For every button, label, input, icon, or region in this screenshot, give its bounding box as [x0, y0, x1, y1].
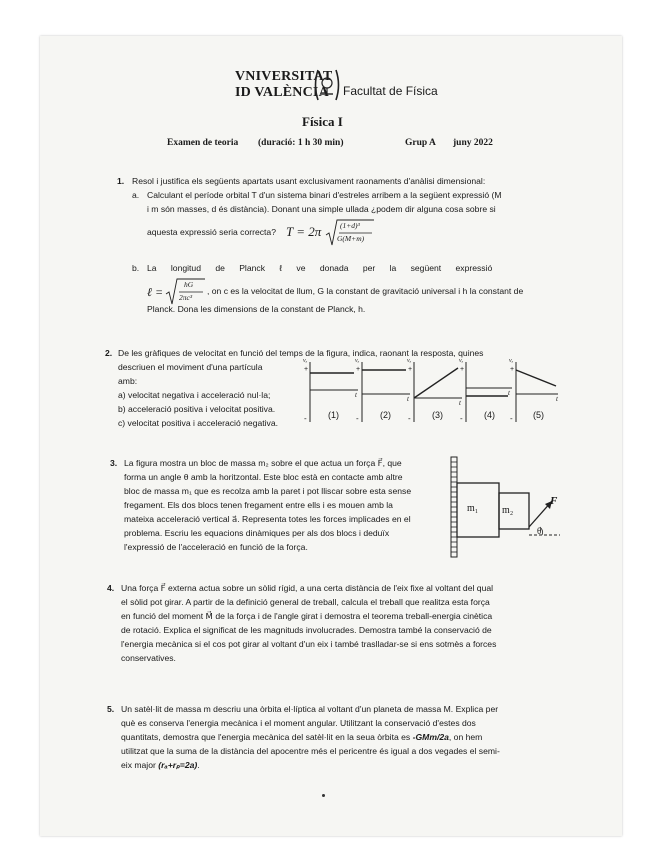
q1b-formula-numerator: hG	[184, 280, 194, 289]
block-m2-label: m₂	[502, 505, 514, 516]
q4-line4: de rotació. Explica el significat de les magnituds involucrades. Demostra també la conservació de	[121, 625, 492, 635]
q5-line4: utilitzat que la suma de la distància del apocentre més el pericentre és igual a dos vegades el semi-	[121, 746, 500, 756]
q5-energy-formula: -GMm/2a	[412, 732, 449, 742]
graph-4-minus: -	[460, 414, 463, 423]
q3-line7: l'expressió de l'acceleració en funció de la força.	[124, 542, 308, 552]
graph-3-minus: -	[408, 414, 411, 423]
velocity-graphs	[300, 356, 560, 430]
graph-5-curve	[516, 370, 556, 386]
q2-line2: descriuen el moviment d'una partícula	[118, 362, 263, 372]
q1a-formula-numerator: (1+d)³	[340, 221, 360, 230]
q5-line1: Un satèl·lit de massa m descriu una òrbita el·líptica al voltant d'un planeta de massa M. Explica per	[121, 704, 499, 714]
q5-line3	[121, 731, 482, 745]
graph-3-axis-v: vₓ	[407, 358, 412, 364]
graph-3-label: (3)	[432, 410, 443, 420]
force-label: F⃗	[550, 495, 566, 507]
graph-4-axis-t: t	[508, 389, 510, 397]
q1a-formula-denominator: G(M+m)	[337, 234, 365, 243]
exam-type: Examen de teoria	[167, 138, 239, 148]
university-seal-icon	[312, 68, 342, 102]
q3-line3: bloc de massa m₁ que es recolza amb la paret i pot lliscar sobre esta sense	[124, 486, 412, 496]
q1a-label: a.	[132, 190, 140, 200]
q1-number: 1.	[117, 176, 125, 186]
q1a-line3: aquesta expressió seria correcta?	[147, 227, 276, 237]
graph-5-axis-v: vₓ	[509, 358, 514, 364]
graph-1-minus: -	[304, 414, 307, 423]
q3-line4: fregament. Els dos blocs tenen fregament entre ells i es mouen amb la	[124, 500, 393, 510]
faculty-name	[343, 84, 438, 98]
q2-number: 2.	[105, 348, 113, 358]
graph-2-axis-v: vₓ	[355, 358, 360, 364]
q4-number: 4.	[107, 583, 115, 593]
faculty-name-text: Facultat de Física	[343, 84, 438, 98]
graph-5-plus: +	[510, 366, 515, 373]
graph-4-label: (4)	[484, 410, 495, 420]
q1b-line2: , on c es la velocitat de llum, G la constant de gravitació universal i h la constant de	[207, 286, 524, 296]
q2-option-c: c) velocitat positiva i acceleració negativa.	[118, 418, 279, 428]
q4-line1: Una força F⃗ externa actua sobre un sòlid rígid, a una certa distància de l'eix fixe al voltant del qual	[121, 583, 494, 593]
graph-4-axis-v: vₓ	[459, 358, 464, 364]
q1a-formula-lhs: T = 2π	[286, 224, 322, 239]
graph-3-axis-t: t	[459, 399, 461, 407]
q5-line5	[121, 759, 200, 773]
q2-line1: De les gràfiques de velocitat en funció del temps de la figura, indica, raonant la resposta, quines	[118, 348, 484, 358]
q5-line5-text: eix major	[121, 760, 159, 770]
graph-5-label: (5)	[533, 410, 544, 420]
q5-number: 5.	[107, 704, 115, 714]
q3-line2: forma un angle θ amb la horitzontal. Este bloc està en contacte amb altre	[124, 472, 403, 482]
q5-line3-text: quantitats, demostra que l'energia mecànica del satèl·lit en la seua òrbita es	[121, 732, 413, 742]
q3-line5: mateixa acceleració vertical a⃗. Representa totes les forces implicades en el	[124, 514, 411, 524]
q4-line3: en funció del moment M⃗ de la força i de l'angle girat i demostra el teorema treball-energia cinètica	[121, 611, 493, 621]
q2-option-b: b) acceleració positiva i velocitat positiva.	[118, 404, 276, 414]
q1b-formula-denominator: 2πc³	[179, 293, 193, 302]
exam-duration: (duració: 1 h 30 min)	[258, 138, 344, 148]
graph-5-axis-t: t	[556, 395, 558, 403]
q5-line2: què es conserva l'energia mecànica i el moment angular. Utilitzant la conservació d'estes dos	[121, 718, 476, 728]
q1a-line1: Calculant el període orbital T d'un sistema binari d'estreles arribem a la següent expressió (M	[147, 190, 502, 200]
exam-group: Grup A	[405, 138, 436, 148]
q1b-line1: La longitud de Planck ℓ ve donada per la següent expressió	[147, 263, 493, 273]
course-title: Física I	[302, 114, 343, 129]
graph-3-curve	[414, 368, 458, 398]
graph-2-axis-t: t	[407, 395, 409, 403]
q1a-line2: i m són masses, d és distància). Donant una simple ullada ¿podem dir alguna cosa sobre si	[147, 204, 496, 214]
q4-line2: el sòlid pot girar. A partir de la definició general de treball, calcula el treball que realitza esta força	[121, 597, 490, 607]
graph-4-plus: +	[460, 366, 465, 373]
q5-axis-formula: (rₐ+rₚ=2a)	[158, 760, 198, 770]
page-dot	[322, 794, 325, 797]
q1-intro: Resol i justifica els següents apartats usant exclusivament raonaments d'anàlisi dimensional:	[132, 176, 486, 186]
q2-option-a: a) velocitat negativa i acceleració nul·la;	[118, 390, 271, 400]
q5-line5-tail: .	[197, 760, 200, 770]
graph-1-label: (1)	[328, 410, 339, 420]
university-name-line1: VNIVERSITAT	[235, 69, 333, 84]
q1b-line3: Planck. Dona les dimensions de la constant de Planck, h.	[147, 304, 366, 314]
graph-3-plus: +	[408, 366, 413, 373]
q4-line6: conservatives.	[121, 653, 176, 663]
q3-line6: problema. Escriu les equacions dinàmiques per als dos blocs i deduïx	[124, 528, 390, 538]
q3-number: 3.	[110, 458, 118, 468]
graph-2-label: (2)	[380, 410, 391, 420]
q1b-label: b.	[132, 263, 140, 273]
graph-1-axis-v: vₓ	[303, 358, 308, 364]
graph-2-plus: +	[356, 366, 361, 373]
theta-label: θ	[537, 526, 542, 536]
graph-5-minus: -	[510, 414, 513, 423]
q2-line3: amb:	[118, 376, 138, 386]
university-name-line2: ID VALÈNCIA	[235, 85, 329, 100]
exam-date: juny 2022	[453, 138, 493, 148]
q3-line1: La figura mostra un bloc de massa m₂ sobre el que actua un força F⃗, que	[124, 458, 402, 468]
q5-line3-tail: , on hem	[448, 732, 483, 742]
graph-2-minus: -	[356, 414, 359, 423]
graph-1-plus: +	[304, 366, 309, 373]
q4-line5: l'energia mecànica si el cos pot girar al voltant d'un eix i també traslladar-se si ens sotmès a forces	[121, 639, 497, 649]
block-m1-label: m₁	[467, 503, 479, 514]
q1b-formula-lhs: ℓ =	[147, 285, 164, 299]
graph-1-axis-t: t	[355, 391, 357, 399]
